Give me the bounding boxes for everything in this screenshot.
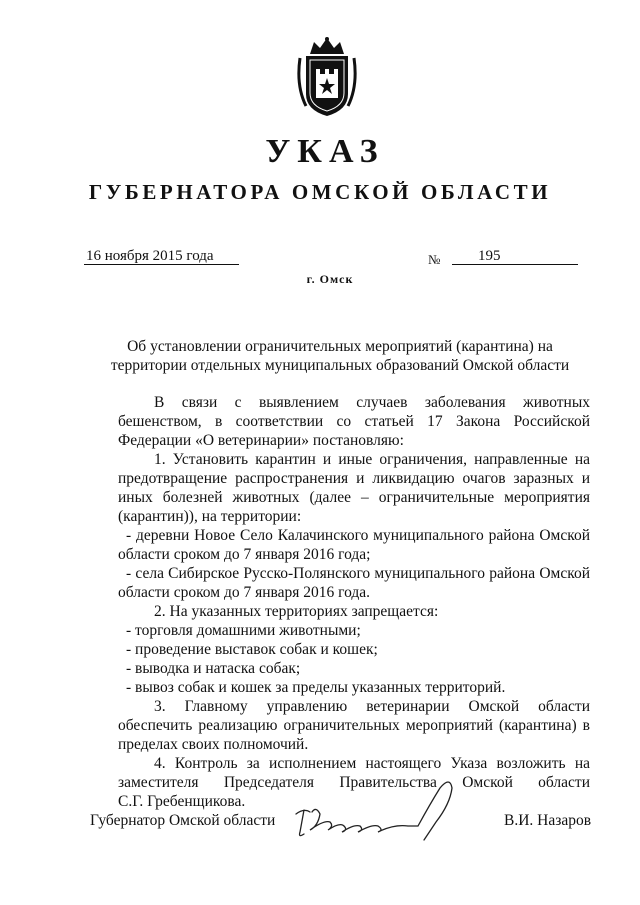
body-item: - вывоз собак и кошек за пределы указанных территорий. xyxy=(126,679,506,696)
signer-name: В.И. Назаров xyxy=(504,812,592,829)
body-paragraph-4-end: С.Г. Гребенщикова. xyxy=(118,793,246,810)
body-paragraph-1: 1. Установить карантин и иные ограничения, направленные на предотвращение распространения и ликвидацию очагов заразных и иных болезней животных (далее – ограничительные мероприятия (карантин)), на территории: xyxy=(118,451,590,525)
decree-number-label: № xyxy=(428,252,441,267)
coat-of-arms-icon xyxy=(296,36,358,118)
decree-number: 195 xyxy=(452,248,578,265)
decree-subject: Об установлении ограничительных мероприятий (карантина) на территории отдельных муниципальных образований Омской области xyxy=(110,338,570,374)
body-paragraph-2: 2. На указанных территориях запрещается: xyxy=(154,603,439,620)
body-item: - выводка и натаска собак; xyxy=(126,660,301,677)
decree-city: г. Омск xyxy=(306,272,354,286)
body-item: - проведение выставок собак и кошек; xyxy=(126,641,378,658)
body-item: - деревни Новое Село Калачинского муниципального района Омской области сроком до 7 января 2016 года; xyxy=(118,527,590,563)
decree-body xyxy=(118,393,590,811)
body-item: - торговля домашними животными; xyxy=(126,622,361,639)
body-item: - села Сибирское Русско-Полянского муниципального района Омской области сроком до 7 января 2016 года. xyxy=(118,565,590,601)
signer-position: Губернатор Омской области xyxy=(90,812,276,829)
body-intro: В связи с выявлением случаев заболевания животных бешенством, в соответствии со статьей 17 Закона Российской Федерации «О ветеринарии» постановляю: xyxy=(118,394,590,449)
body-paragraph-4: 4. Контроль за исполнением настоящего Указа возложить на заместителя Председателя Правительства Омской области xyxy=(118,755,590,791)
document-subtitle: ГУБЕРНАТОРА ОМСКОЙ ОБЛАСТИ xyxy=(88,180,552,204)
handwritten-signature xyxy=(290,774,470,844)
decree-date: 16 ноября 2015 года xyxy=(84,248,239,265)
document-title: УКАЗ xyxy=(265,133,385,170)
body-paragraph-3: 3. Главному управлению ветеринарии Омской области обеспечить реализацию ограничительных мероприятий (карантина) в пределах своих полномочий. xyxy=(118,698,590,753)
